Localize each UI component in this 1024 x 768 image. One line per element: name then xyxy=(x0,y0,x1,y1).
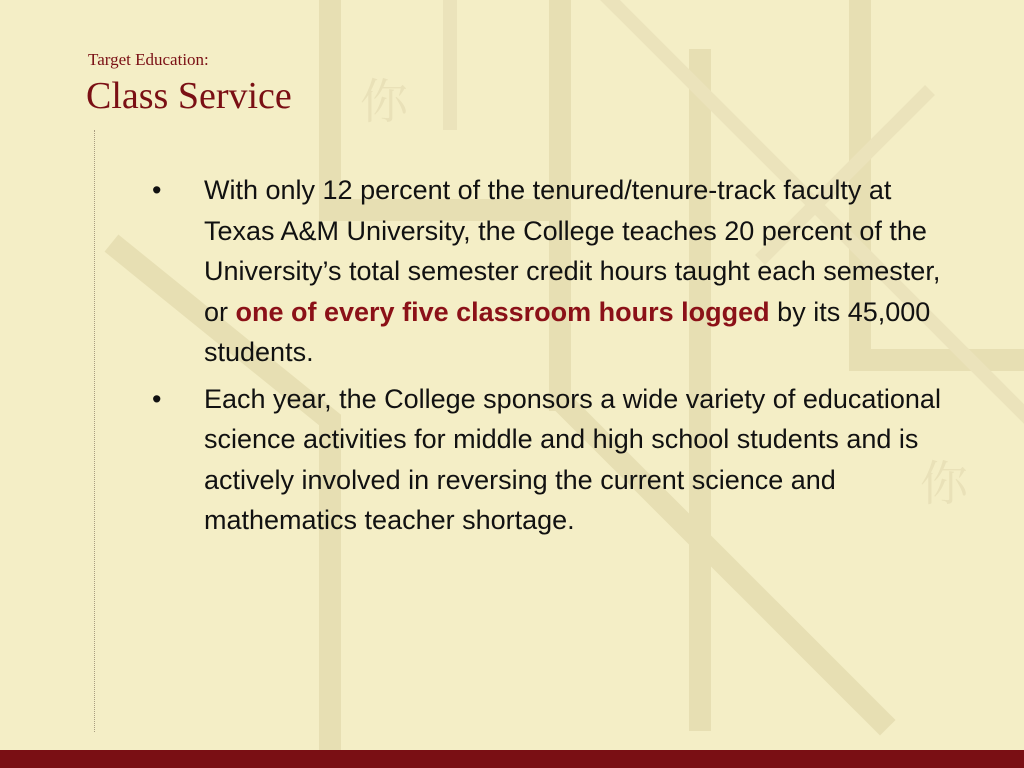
slide-subtitle: Target Education: xyxy=(88,50,209,69)
bullet-icon: • xyxy=(152,383,162,414)
svg-text:你: 你 xyxy=(920,456,969,512)
highlighted-text: one of every five classroom hours logged xyxy=(235,296,770,327)
svg-text:你: 你 xyxy=(360,74,409,130)
bullet-text: Each year, the College sponsors a wide variety of educational science activities for middle and high school students and is actively involved in reversing the current science and mathematics teacher shortage. xyxy=(204,383,941,535)
vertical-divider xyxy=(94,130,95,732)
bullet-item xyxy=(152,170,942,373)
bullet-list xyxy=(152,170,942,547)
slide-title: Class Service xyxy=(86,75,292,117)
bullet-icon: • xyxy=(152,175,162,205)
bullet-item xyxy=(152,379,942,541)
bullet-text-end: by its 45,000 students. xyxy=(204,296,931,367)
footer-bar xyxy=(0,750,1024,768)
bullet-text: With only 12 percent of the tenured/tenure-track faculty at Texas A&M University, the College teaches 20 percent of the University’s total semester credit hours taught each semester, or xyxy=(204,175,941,327)
